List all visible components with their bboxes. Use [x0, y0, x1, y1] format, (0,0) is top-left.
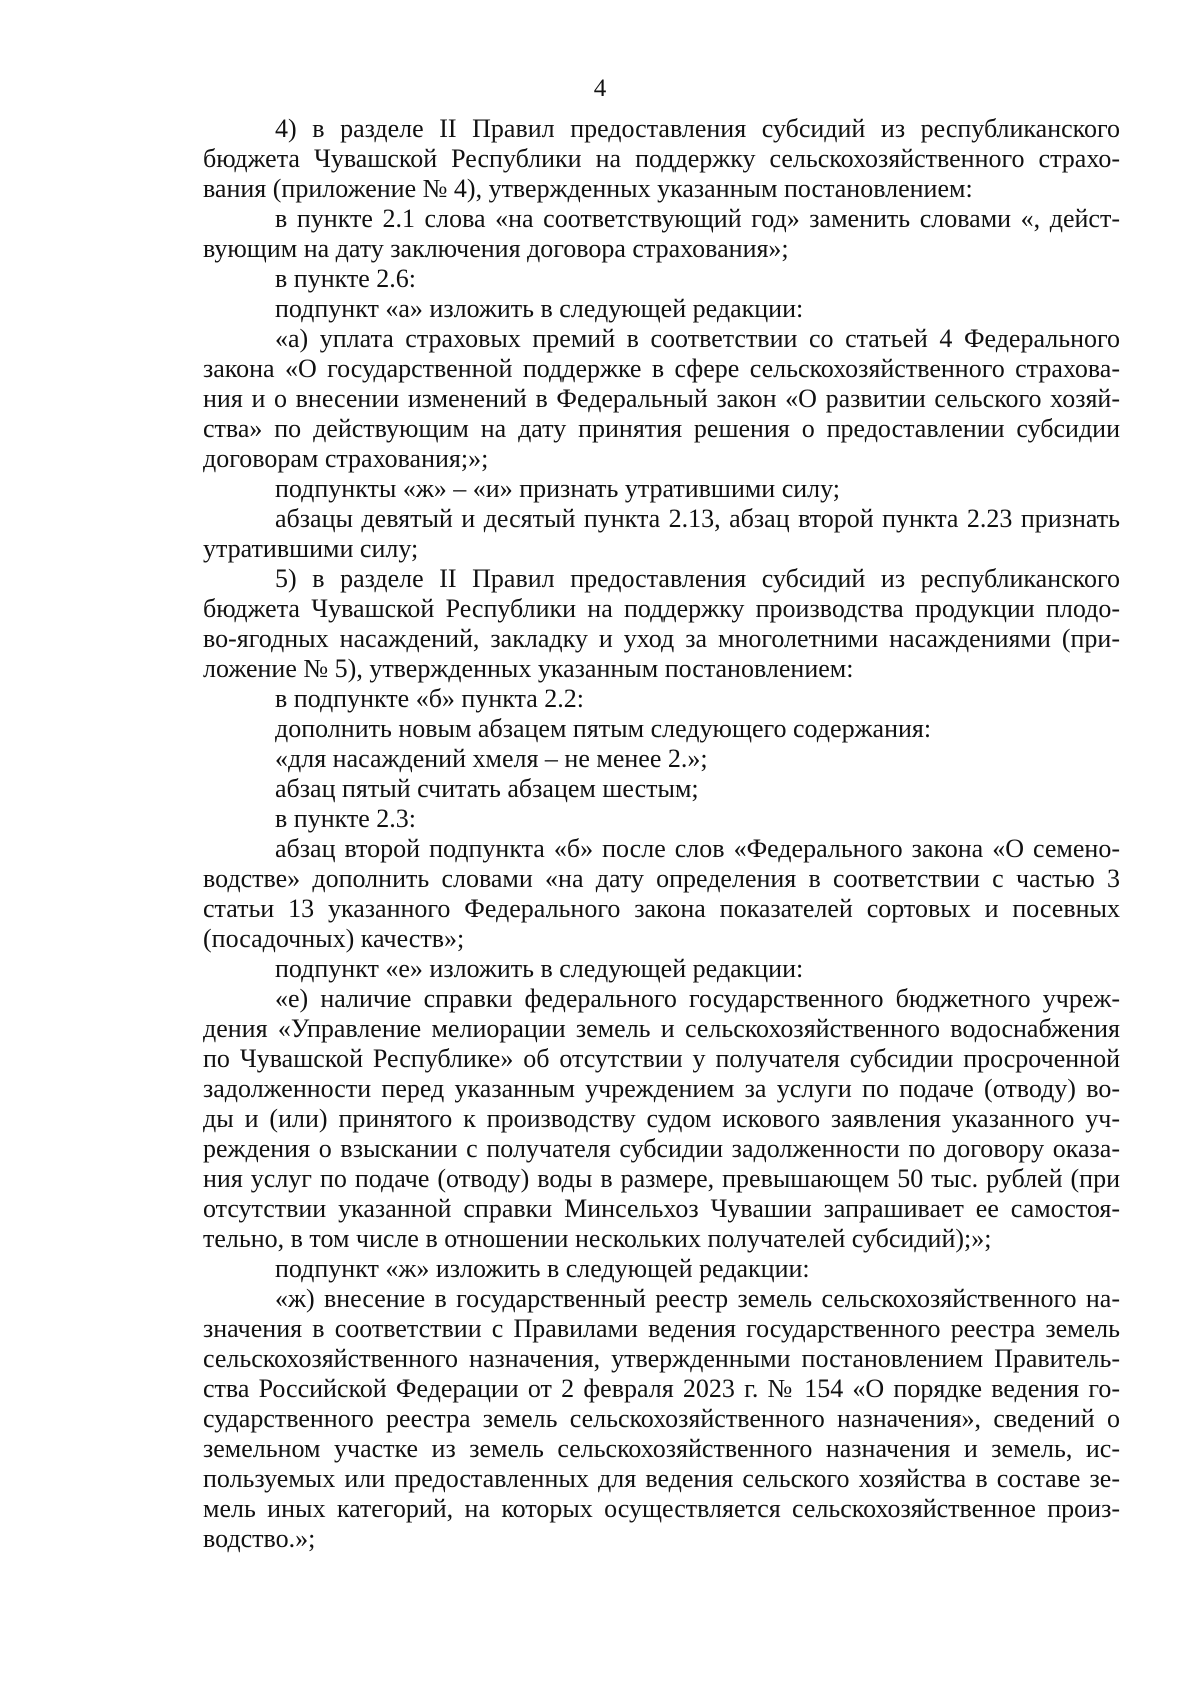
text-line: ложение № 5), утвержденных указанным постановлением: — [203, 654, 854, 683]
text-line: вания (приложение № 4), утвержденных указанным постановлением: — [203, 174, 973, 203]
text-line: во-ягодных насаждений, закладку и уход за многолетними насаждениями (при- — [203, 624, 1120, 653]
text-line: по Чувашской Республике» об отсутствии у получателя субсидии просроченной — [203, 1044, 1120, 1073]
text-line: водство.»; — [203, 1524, 316, 1553]
text-line: ды и (или) принятого к производству судом искового заявления указанного уч- — [203, 1104, 1120, 1133]
text-line: (посадочных) качеств»; — [203, 924, 465, 953]
text-line: мель иных категорий, на которых осуществляется сельскохозяйственное произ- — [203, 1494, 1120, 1523]
text-line: в подпункте «б» пункта 2.2: — [275, 684, 584, 713]
text-line: вующим на дату заключения договора страхования»; — [203, 234, 789, 263]
text-line: водстве» дополнить словами «на дату определения в соответствии с частью 3 — [203, 864, 1120, 893]
text-line: пользуемых или предоставленных для ведения сельского хозяйства в составе зе- — [203, 1464, 1120, 1493]
text-line: «для насаждений хмеля – не менее 2.»; — [275, 744, 708, 773]
text-line: земельном участке из земель сельскохозяйственного назначения и земель, ис- — [203, 1434, 1120, 1463]
text-line: в пункте 2.6: — [275, 264, 417, 293]
text-line: подпункты «ж» – «и» признать утратившими силу; — [275, 474, 841, 503]
text-line: в пункте 2.1 слова «на соответствующий год» заменить словами «, дейст- — [275, 204, 1120, 233]
text-line: «е) наличие справки федерального государственного бюджетного учреж- — [275, 984, 1120, 1013]
text-line: значения в соответствии с Правилами ведения государственного реестра земель — [203, 1314, 1120, 1343]
text-line: ства» по действующим на дату принятия решения о предоставлении субсидии — [203, 414, 1120, 443]
text-line: абзац пятый считать абзацем шестым; — [275, 774, 699, 803]
text-line: ния и о внесении изменений в Федеральный закон «О развитии сельского хозяй- — [203, 384, 1120, 413]
text-line: в пункте 2.3: — [275, 804, 417, 833]
text-line: 5) в разделе II Правил предоставления субсидий из республиканского — [275, 564, 1120, 593]
page-number: 4 — [593, 75, 607, 102]
text-line: бюджета Чувашской Республики на поддержку сельскохозяйственного страхо- — [203, 144, 1120, 173]
text-line: «а) уплата страховых премий в соответствии со статьей 4 Федерального — [275, 324, 1120, 353]
text-line: подпункт «а» изложить в следующей редакции: — [275, 294, 804, 323]
text-line: статьи 13 указанного Федерального закона показателей сортовых и посевных — [203, 894, 1120, 923]
text-line: абзацы девятый и десятый пункта 2.13, абзац второй пункта 2.23 признать — [275, 504, 1120, 533]
text-line: задолженности перед указанным учреждением за услуги по подаче (отводу) во- — [203, 1074, 1120, 1103]
text-line: 4) в разделе II Правил предоставления субсидий из республиканского — [275, 114, 1120, 143]
text-line: бюджета Чувашской Республики на поддержку производства продукции плодо- — [203, 594, 1120, 623]
text-line: подпункт «е» изложить в следующей редакции: — [275, 954, 804, 983]
text-line: «ж) внесение в государственный реестр земель сельскохозяйственного на- — [275, 1284, 1120, 1313]
text-line: дения «Управление мелиорации земель и сельскохозяйственного водоснабжения — [203, 1014, 1120, 1043]
text-line: отсутствии указанной справки Минсельхоз Чувашии запрашивает ее самостоя- — [203, 1194, 1120, 1223]
document-body — [203, 114, 1120, 1554]
text-line: сударственного реестра земель сельскохозяйственного назначения», сведений о — [203, 1404, 1120, 1433]
text-line: подпункт «ж» изложить в следующей редакции: — [275, 1254, 810, 1283]
text-line: ния услуг по подаче (отводу) воды в размере, превышающем 50 тыс. рублей (при — [203, 1164, 1120, 1193]
text-line: реждения о взыскании с получателя субсидии задолженности по договору оказа- — [203, 1134, 1120, 1163]
text-line: закона «О государственной поддержке в сфере сельскохозяйственного страхова- — [203, 354, 1120, 383]
text-line: тельно, в том числе в отношении нескольких получателей субсидий);»; — [203, 1224, 992, 1253]
text-line: ства Российской Федерации от 2 февраля 2023 г. № 154 «О порядке ведения го- — [203, 1374, 1120, 1403]
text-line: договорам страхования;»; — [203, 444, 489, 473]
text-line: абзац второй подпункта «б» после слов «Федерального закона «О семено- — [275, 834, 1120, 863]
text-line: дополнить новым абзацем пятым следующего содержания: — [275, 714, 932, 743]
text-line: утратившими силу; — [203, 534, 419, 563]
text-line: сельскохозяйственного назначения, утвержденными постановлением Правитель- — [203, 1344, 1120, 1373]
